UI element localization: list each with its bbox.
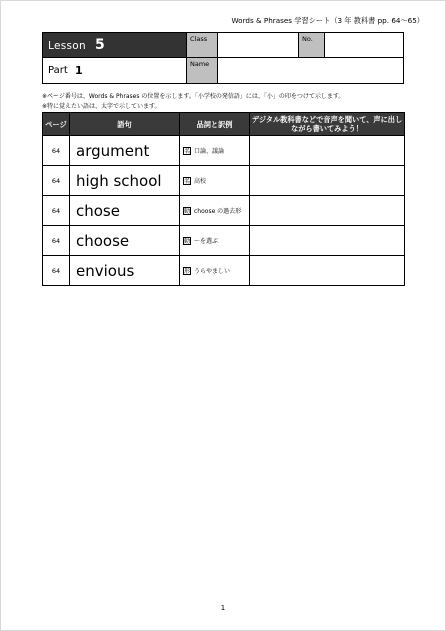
- pos-badge: 名: [184, 147, 191, 155]
- row-page: 64: [43, 226, 70, 256]
- table-row: [43, 196, 405, 226]
- practice-field[interactable]: [250, 226, 405, 256]
- table-row: [43, 256, 405, 286]
- number-label: No.: [302, 35, 313, 43]
- row-meaning: choose の過去形: [194, 208, 242, 215]
- row-word: choose: [70, 226, 180, 256]
- table-header-row: [43, 113, 405, 136]
- header-practice: デジタル教科書などで音声を聞いて、声に出しながら書いてみよう！: [250, 113, 405, 136]
- row-page: 64: [43, 166, 70, 196]
- table-row: [43, 226, 405, 256]
- header-pos: 品詞と訳例: [180, 113, 250, 136]
- sheet-title: Words & Phrases 学習シート（3 年 教科書 pp. 64～65）: [231, 16, 424, 25]
- row-meaning: 高校: [194, 178, 207, 185]
- lesson-number: 5: [95, 37, 105, 53]
- row-word: envious: [70, 256, 180, 286]
- pos-badge: 形: [184, 267, 191, 275]
- row-meaning: うらやましい: [194, 268, 231, 275]
- page-number: 1: [220, 604, 226, 612]
- header-word: 語句: [70, 113, 180, 136]
- pos-badge: 名: [184, 177, 191, 185]
- row-meaning: ～を選ぶ: [194, 238, 219, 245]
- note-bold-words: ※特に覚えたい語は、太字で示しています。: [42, 103, 161, 110]
- pos-badge: 動: [184, 237, 191, 245]
- number-label-cell: [298, 33, 324, 58]
- part-cell: [43, 58, 186, 83]
- name-label: Name: [190, 60, 210, 68]
- vocabulary-table: [42, 112, 405, 286]
- table-row: [43, 136, 405, 166]
- row-word: high school: [70, 166, 180, 196]
- row-page: 64: [43, 196, 70, 226]
- header-page: ページ: [43, 113, 70, 136]
- row-pos-cell: [180, 196, 250, 226]
- practice-field[interactable]: [250, 256, 405, 286]
- row-pos-cell: [180, 136, 250, 166]
- name-label-cell: [186, 58, 217, 83]
- part-label: Part: [48, 65, 68, 76]
- row-pos-cell: [180, 166, 250, 196]
- practice-field[interactable]: [250, 166, 405, 196]
- row-meaning: 口論、議論: [194, 148, 225, 155]
- lesson-label: Lesson: [48, 40, 86, 52]
- row-pos-cell: [180, 256, 250, 286]
- practice-field[interactable]: [250, 136, 405, 166]
- practice-field[interactable]: [250, 196, 405, 226]
- row-page: 64: [43, 136, 70, 166]
- row-word: chose: [70, 196, 180, 226]
- class-label: Class: [190, 35, 208, 43]
- class-field[interactable]: [217, 33, 298, 58]
- number-field[interactable]: [324, 33, 403, 58]
- part-number: 1: [75, 64, 83, 77]
- table-row: [43, 166, 405, 196]
- row-page: 64: [43, 256, 70, 286]
- row-word: argument: [70, 136, 180, 166]
- lesson-cell: [43, 33, 186, 58]
- note-page-numbers: ※ページ番号は、Words & Phrases の位置を示します。「小学校の発信語」には、「小」の印をつけて示します。: [42, 93, 345, 100]
- class-label-cell: [186, 33, 217, 58]
- lesson-header-table: [42, 32, 404, 84]
- row-pos-cell: [180, 226, 250, 256]
- pos-badge: 動: [184, 207, 191, 215]
- name-field[interactable]: [217, 58, 403, 83]
